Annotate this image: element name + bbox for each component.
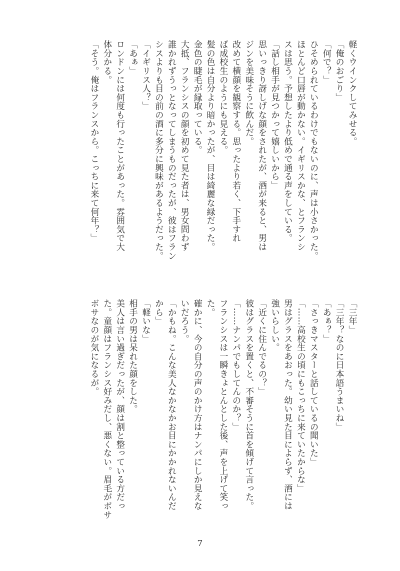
text-column: 誰かれずうっとなってしまうものだったが、彼はフラン (166, 40, 177, 260)
text-column: 思いっきり訝しげな顔をされたが、酒が来ると、男は (256, 40, 267, 252)
text-column: た。 (205, 299, 216, 317)
text-column: ひそめられているわけでもないのに、声は小さかった。 (308, 40, 319, 260)
text-column: 「さっきマスターと話しているの聞いた」 (308, 299, 319, 467)
text-column: ロンドンには何度も行ったことがあった。雰囲気で大 (114, 40, 125, 252)
lower-text-block (28, 299, 358, 531)
text-column: 男はグラスをあおった。幼い見た目によらず、酒には (282, 299, 293, 511)
text-column: 軽くウインクしてみせる。 (347, 40, 357, 146)
text-column: 改めて横顔を観察する。思ったより若く、下手すれ (230, 40, 241, 243)
text-column: 「かもね。こんな美人なかなかお目にかかれないんだ (166, 299, 177, 511)
text-column: ボサなのが気になるが。 (88, 299, 99, 396)
text-column: 「何で？」 (321, 40, 332, 84)
text-column: 大抵、フランシスの顔を初めて見た者は、男女問わず (179, 40, 190, 252)
text-column: ジンを美味そうに飲んだ。 (243, 40, 254, 146)
text-column: いだろう。 (179, 299, 190, 343)
text-column: 「イギリス人？」 (140, 40, 151, 111)
text-column: 体分かる。 (101, 40, 112, 84)
text-column: 「あぁ」 (127, 40, 138, 76)
text-column: ば成校生のようにも見える。 (217, 40, 228, 155)
upper-text-block (28, 40, 358, 272)
text-column: 確かに、今の自分の声のかけ方はナンパにしか見えな (192, 299, 203, 511)
text-column: 美人は言い過ぎだったが、顔は割と整っている方だっ (114, 299, 125, 511)
text-column: 髪の色は自分より暗かったが、目は綺麗な緑だった。 (205, 40, 216, 252)
text-column: 「俺のおごり」 (334, 40, 345, 102)
text-column: ほとんど口唇が動かない。イギリスかな、とフランシ (295, 40, 306, 252)
text-column: シスよりも目の前の酒に多分に興味があるようだった。 (153, 40, 164, 260)
text-column: 「軽いな」 (140, 299, 151, 343)
text-column: スは思う。予想したより低めで通る声をしている。 (282, 40, 293, 243)
text-column: た。童顔はフランシス好みだし、悪くない。眉毛がボサ (101, 299, 112, 519)
text-column: 「あぁ？」 (321, 299, 332, 343)
text-column: 相手の男は呆れた顔をした。 (127, 299, 138, 414)
text-column: フランシスは一瞬きょとんとした後、声を上げて笑っ (217, 299, 228, 511)
text-column: 「三年？なのに日本語うまいね」 (334, 299, 345, 431)
text-column: 「三年」 (347, 299, 357, 335)
text-column: 「話し相手が見つかって嬉しいから」 (269, 40, 280, 190)
text-column: 「そう。俺はフランスから。こっちに来て何年？」 (88, 40, 99, 243)
text-column: から」 (153, 299, 164, 326)
text-column: 「……高校生の頃にもこっちに来ていたからな」 (295, 299, 306, 493)
text-column: 彼はグラスを置くと、不審そうに首を傾げて言った。 (243, 299, 254, 511)
text-column: 「近くに住んでるの？」 (256, 299, 267, 396)
text-column: 「……ナンパでもしてんのか？」 (230, 299, 241, 431)
text-column: 金色の睫毛が縁取っている。 (192, 40, 203, 155)
page-number: 7 (197, 539, 203, 549)
text-column: 強いらしい。 (269, 299, 280, 352)
